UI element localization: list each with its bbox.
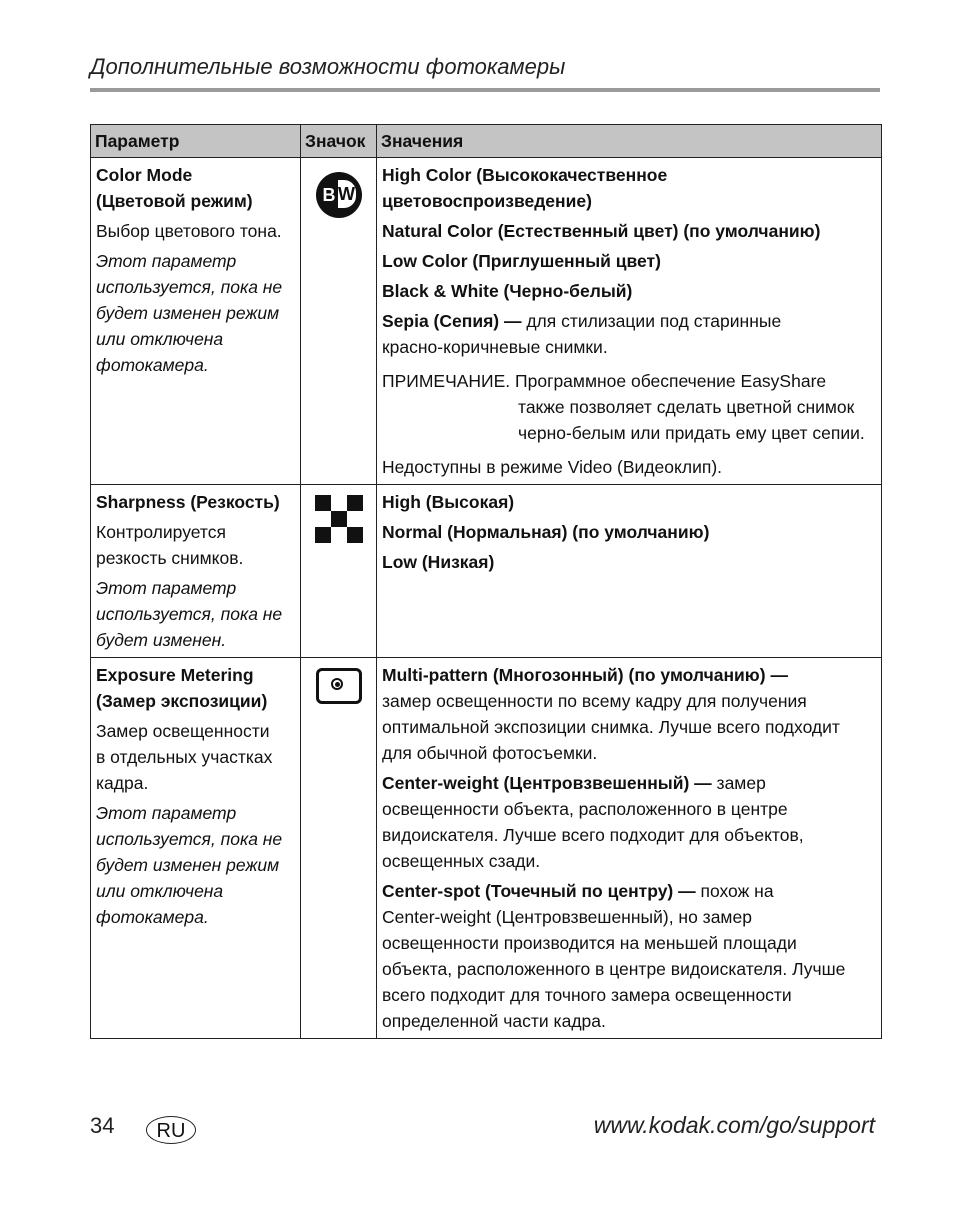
parameter-description: Контролируется (96, 522, 226, 542)
header-rule (90, 88, 880, 92)
value-high-color: High Color (Высококачественное (382, 165, 668, 185)
center-weight-description: освещенности объекта, расположенного в центре (382, 799, 788, 819)
parameter-title: Sharpness (Резкость) (96, 492, 280, 512)
icon-cell (301, 658, 377, 1039)
bw-icon-letter-w: W (338, 180, 356, 208)
note-text: также позволяет сделать цветной снимок (518, 397, 855, 417)
sharpness-icon (315, 495, 363, 543)
icon-cell (301, 158, 377, 485)
parameter-description: в отдельных участках (96, 747, 273, 767)
note-line: фотокамера. (96, 907, 209, 927)
column-header-icon: Значок (301, 125, 377, 158)
black-white-mode-icon (316, 172, 362, 218)
table-row-sharpness (91, 485, 882, 658)
note-line: Этот параметр (96, 578, 237, 598)
center-weight-description: освещенных сзади. (382, 851, 541, 871)
value-natural-color: Natural Color (Естественный цвет) (по умолчанию) (382, 221, 821, 241)
parameter-title: Exposure Metering (96, 665, 254, 685)
values-cell (377, 658, 882, 1039)
parameter-note (96, 248, 295, 378)
center-weight-description: замер (711, 773, 766, 793)
center-spot-description: объекта, расположенного в центре видоискателя. Лучше (382, 959, 846, 979)
multi-pattern-description: оптимальной экспозиции снимка. Лучше всего подходит (382, 717, 840, 737)
multi-pattern-description: замер освещенности по всему кадру для получения (382, 691, 807, 711)
settings-table (90, 124, 882, 1039)
value-high: High (Высокая) (382, 492, 515, 512)
support-url[interactable]: www.kodak.com/go/support (593, 1112, 875, 1138)
column-header-values: Значения (377, 125, 882, 158)
parameter-note (96, 800, 295, 930)
table-row-color-mode (91, 158, 882, 485)
table-header-row (91, 125, 882, 158)
unavailable-note: Недоступны в режиме Video (Видеоклип). (382, 457, 723, 477)
page-header-title: Дополнительные возможности фотокамеры (90, 54, 566, 79)
table-row-exposure-metering (91, 658, 882, 1039)
multi-pattern-description: для обычной фотосъемки. (382, 743, 598, 763)
parameter-description: резкость снимков. (96, 548, 244, 568)
column-header-parameter: Параметр (91, 125, 301, 158)
note-line: будет изменен режим (96, 855, 280, 875)
center-weight-label: Center-weight (Центровзвешенный) — (382, 773, 712, 793)
icon-cell (301, 485, 377, 658)
parameter-title: (Цветовой режим) (96, 191, 253, 211)
note-line: Этот параметр (96, 251, 237, 271)
center-weight-description: видоискателя. Лучше всего подходит для объектов, (382, 825, 804, 845)
sepia-description: для стилизации под старинные (521, 311, 782, 331)
center-spot-label: Center-spot (Точечный по центру) — (382, 881, 696, 901)
note-text: ПРИМЕЧАНИЕ. Программное обеспечение EasyShare (382, 371, 827, 391)
parameter-description: Выбор цветового тона. (96, 221, 282, 241)
page-number: 34 (90, 1113, 115, 1138)
center-spot-description: всего подходит для точного замера освещенности (382, 985, 792, 1005)
parameter-title: (Замер экспозиции) (96, 691, 268, 711)
value-multi-pattern: Multi-pattern (Многозонный) (по умолчанию) — (382, 665, 788, 685)
value-center-spot (382, 878, 876, 904)
parameter-cell (91, 485, 301, 658)
values-cell (377, 485, 882, 658)
note-line: используется, пока не (96, 829, 283, 849)
note-text: черно-белым или придать ему цвет сепии. (518, 423, 865, 443)
note-line: будет изменен режим (96, 303, 280, 323)
parameter-description: кадра. (96, 773, 149, 793)
value-low-color: Low Color (Приглушенный цвет) (382, 251, 661, 271)
value-sepia (382, 308, 876, 334)
note-line: или отключена (96, 329, 224, 349)
parameter-title: Color Mode (96, 165, 193, 185)
center-spot-description: похож на (695, 881, 774, 901)
center-spot-description: определенной части кадра. (382, 1011, 606, 1031)
bw-icon-letter-b: B (322, 185, 336, 205)
parameter-description: Замер освещенности (96, 721, 270, 741)
language-badge: RU (146, 1116, 196, 1144)
note-line: будет изменен. (96, 630, 227, 650)
sepia-label: Sepia (Сепия) — (382, 311, 522, 331)
exposure-metering-icon (316, 668, 362, 704)
parameter-cell (91, 658, 301, 1039)
value-center-weight (382, 770, 876, 796)
parameter-note (96, 575, 295, 653)
values-cell (377, 158, 882, 485)
parameter-cell (91, 158, 301, 485)
note-line: Этот параметр (96, 803, 237, 823)
value-normal: Normal (Нормальная) (по умолчанию) (382, 522, 710, 542)
note-line: или отключена (96, 881, 224, 901)
note-line: используется, пока не (96, 277, 283, 297)
center-spot-description: Center-weight (Центровзвешенный), но замер (382, 907, 752, 927)
center-spot-description: освещенности производится на меньшей площади (382, 933, 797, 953)
value-black-white: Black & White (Черно-белый) (382, 281, 633, 301)
sepia-description: красно-коричневые снимки. (382, 337, 608, 357)
value-high-color: цветовоспроизведение) (382, 191, 592, 211)
note-line: используется, пока не (96, 604, 283, 624)
value-low: Low (Низкая) (382, 552, 495, 572)
note-line: фотокамера. (96, 355, 209, 375)
